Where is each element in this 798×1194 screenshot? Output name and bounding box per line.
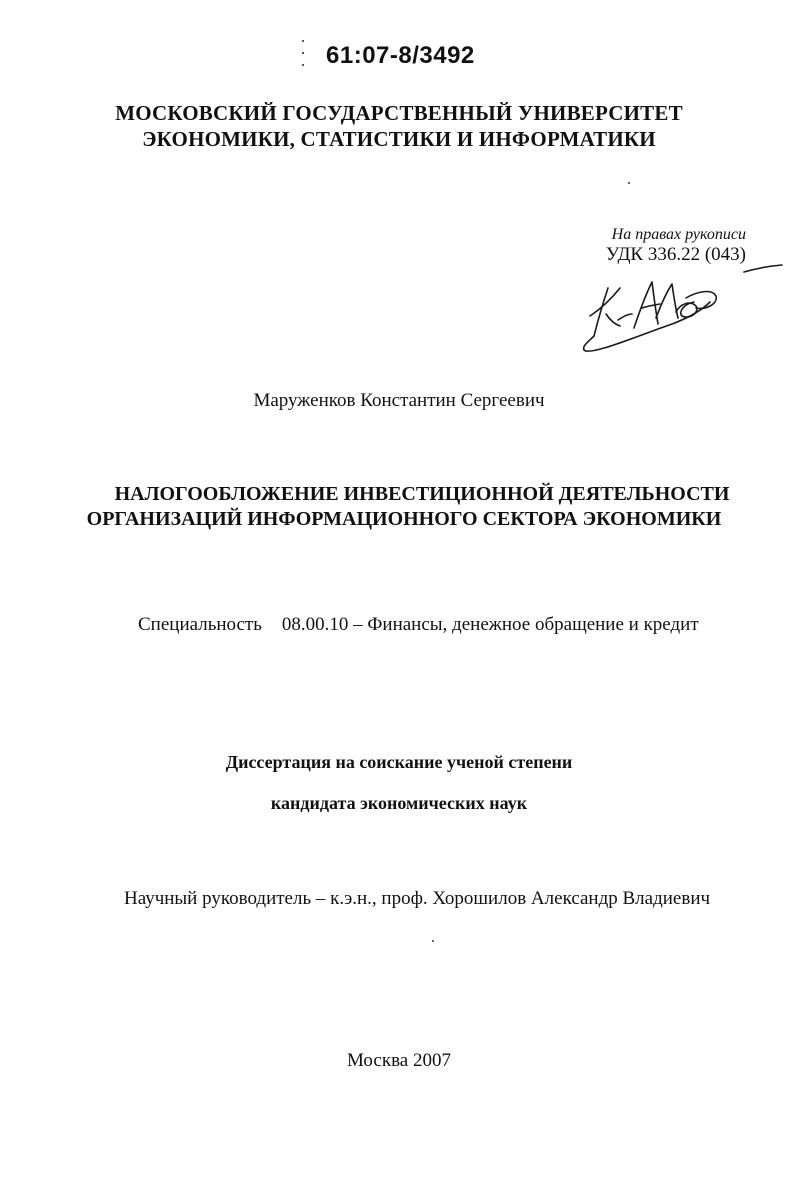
specialty xyxy=(138,614,699,636)
city-year: Москва 2007 xyxy=(347,1050,451,1071)
scan-speck xyxy=(432,940,434,942)
udk-code: УДК 336.22 (043) xyxy=(605,244,746,265)
author-name: Маруженков Константин Сергеевич xyxy=(253,390,545,411)
specialty-code: 08.00.10 – Финансы, денежное обращение и кредит xyxy=(281,614,699,635)
title-line-1: НАЛОГООБЛОЖЕНИЕ ИНВЕСТИЦИОННОЙ ДЕЯТЕЛЬНОСТИ xyxy=(114,483,730,505)
handwritten-signature xyxy=(572,258,792,368)
university-name xyxy=(0,100,798,152)
dissertation-line: Диссертация на соискание ученой степени xyxy=(225,752,573,772)
degree-line: кандидата экономических наук xyxy=(270,793,528,813)
university-line-1: МОСКОВСКИЙ ГОСУДАРСТВЕННЫЙ УНИВЕРСИТЕТ xyxy=(115,101,683,125)
title-line-2: ОРГАНИЗАЦИЙ ИНФОРМАЦИОННОГО СЕКТОРА ЭКОНОМИКИ xyxy=(86,508,722,530)
university-line-2: ЭКОНОМИКИ, СТАТИСТИКИ И ИНФОРМАТИКИ xyxy=(142,127,656,151)
dissertation-title xyxy=(0,482,798,532)
archive-code: 61:07-8/3492 xyxy=(326,42,475,69)
rights-note: На правах рукописи xyxy=(611,226,746,243)
margin-dots xyxy=(300,40,306,80)
scan-speck xyxy=(628,182,630,184)
supervisor: Научный руководитель – к.э.н., проф. Хорошилов Александр Владиевич xyxy=(124,888,711,909)
specialty-label: Специальность xyxy=(138,614,262,635)
